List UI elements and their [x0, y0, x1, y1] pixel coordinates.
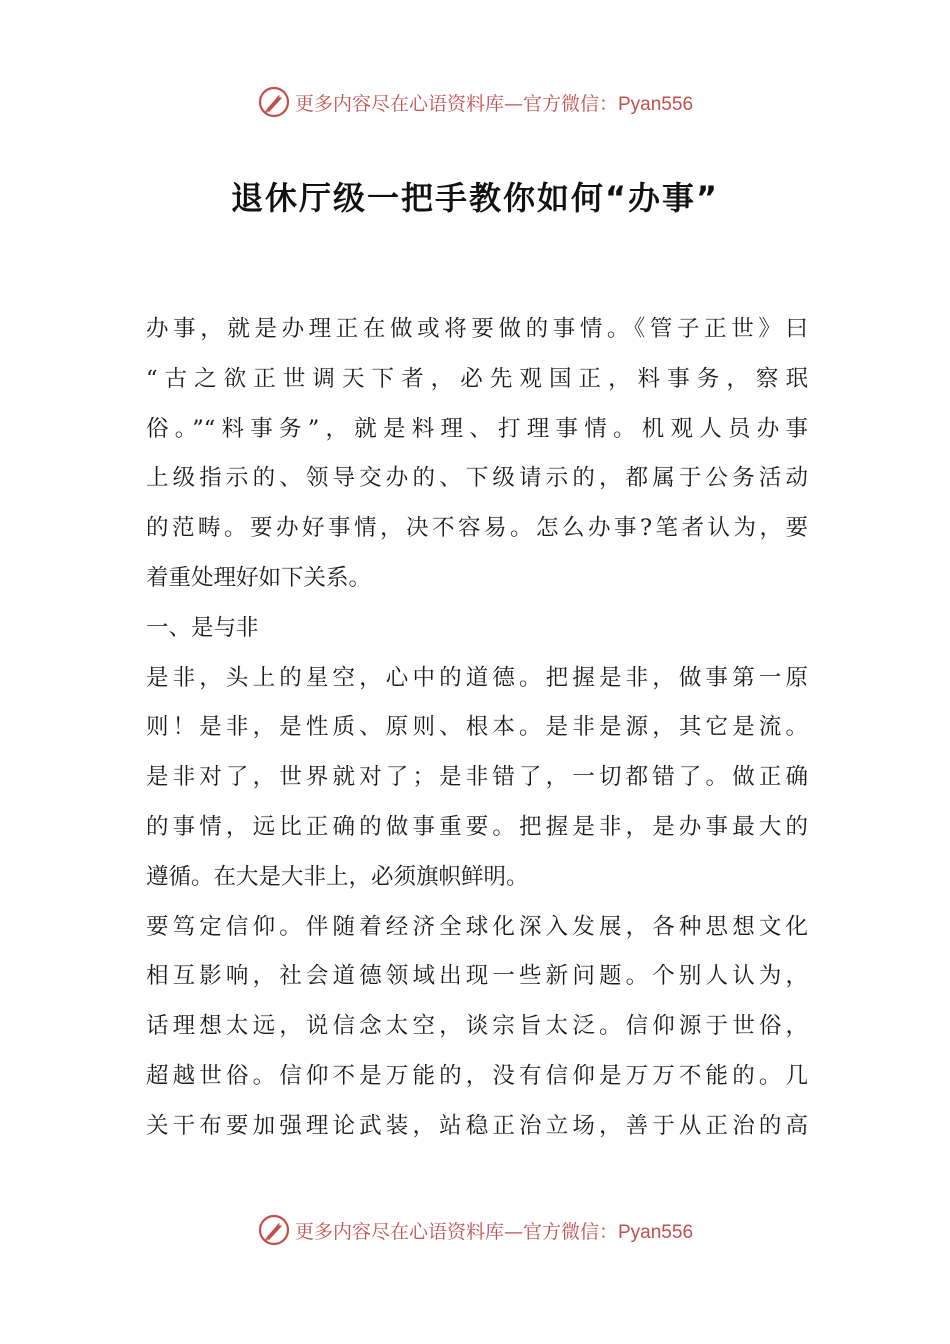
text-line: 着重处理好如下关系。: [146, 564, 372, 591]
text-line: 一、是与非: [146, 614, 259, 641]
article-body: [146, 305, 808, 1152]
text-line: 要笃定信仰。伴随着经济全球化深入发展，各种思想文化: [146, 913, 808, 940]
text-line: 超越世俗。信仰不是万能的，没有信仰是万万不能的。几: [146, 1062, 808, 1089]
pen-circle-logo-icon: [257, 1213, 291, 1247]
text-line: 则！是非，是性质、原则、根本。是非是源，其它是流。: [146, 714, 808, 741]
text-line: 的范畴。要办好事情，决不容易。怎么办事?笔者认为，要: [146, 515, 808, 542]
text-line: 俗。”“料事务”，就是料理、打理事情。机观人员办事: [146, 415, 808, 442]
text-line: 相互影响，社会道德领域出现一些新问题。个别人认为，: [146, 963, 808, 990]
text-line: 是非对了，世界就对了；是非错了，一切都错了。做正确: [146, 764, 808, 791]
pen-circle-logo-icon: [257, 85, 291, 119]
watermark-text: 更多内容尽在心语资料库—官方微信：Pyan556: [294, 92, 694, 115]
text-line: 遵循。在大是大非上，必须旗帜鲜明。: [146, 863, 529, 890]
text-line: 话理想太远，说信念太空，谈宗旨太泛。信仰源于世俗，: [146, 1013, 808, 1040]
footer-watermark: [0, 1210, 950, 1250]
text-line: 的事情，远比正确的做事重要。把握是非，是办事最大的: [146, 813, 808, 840]
watermark-text: 更多内容尽在心语资料库—官方微信：Pyan556: [294, 1220, 694, 1243]
text-line: “古之欲正世调天下者，必先观国正，料事务，察珉: [146, 365, 808, 392]
text-line: 办事，就是办理正在做或将要做的事情。《管子正世》曰: [146, 316, 808, 342]
article-title: 退休厅级一把手教你如何“办事”: [230, 179, 720, 217]
header-watermark: [0, 82, 950, 122]
text-line: 关干布要加强理论武装，站稳正治立场，善于从正治的高: [146, 1112, 808, 1139]
text-line: 上级指示的、领导交办的、下级请示的，都属于公务活动: [146, 465, 808, 492]
text-line: 是非，头上的星空，心中的道德。把握是非，做事第一原: [146, 664, 808, 691]
